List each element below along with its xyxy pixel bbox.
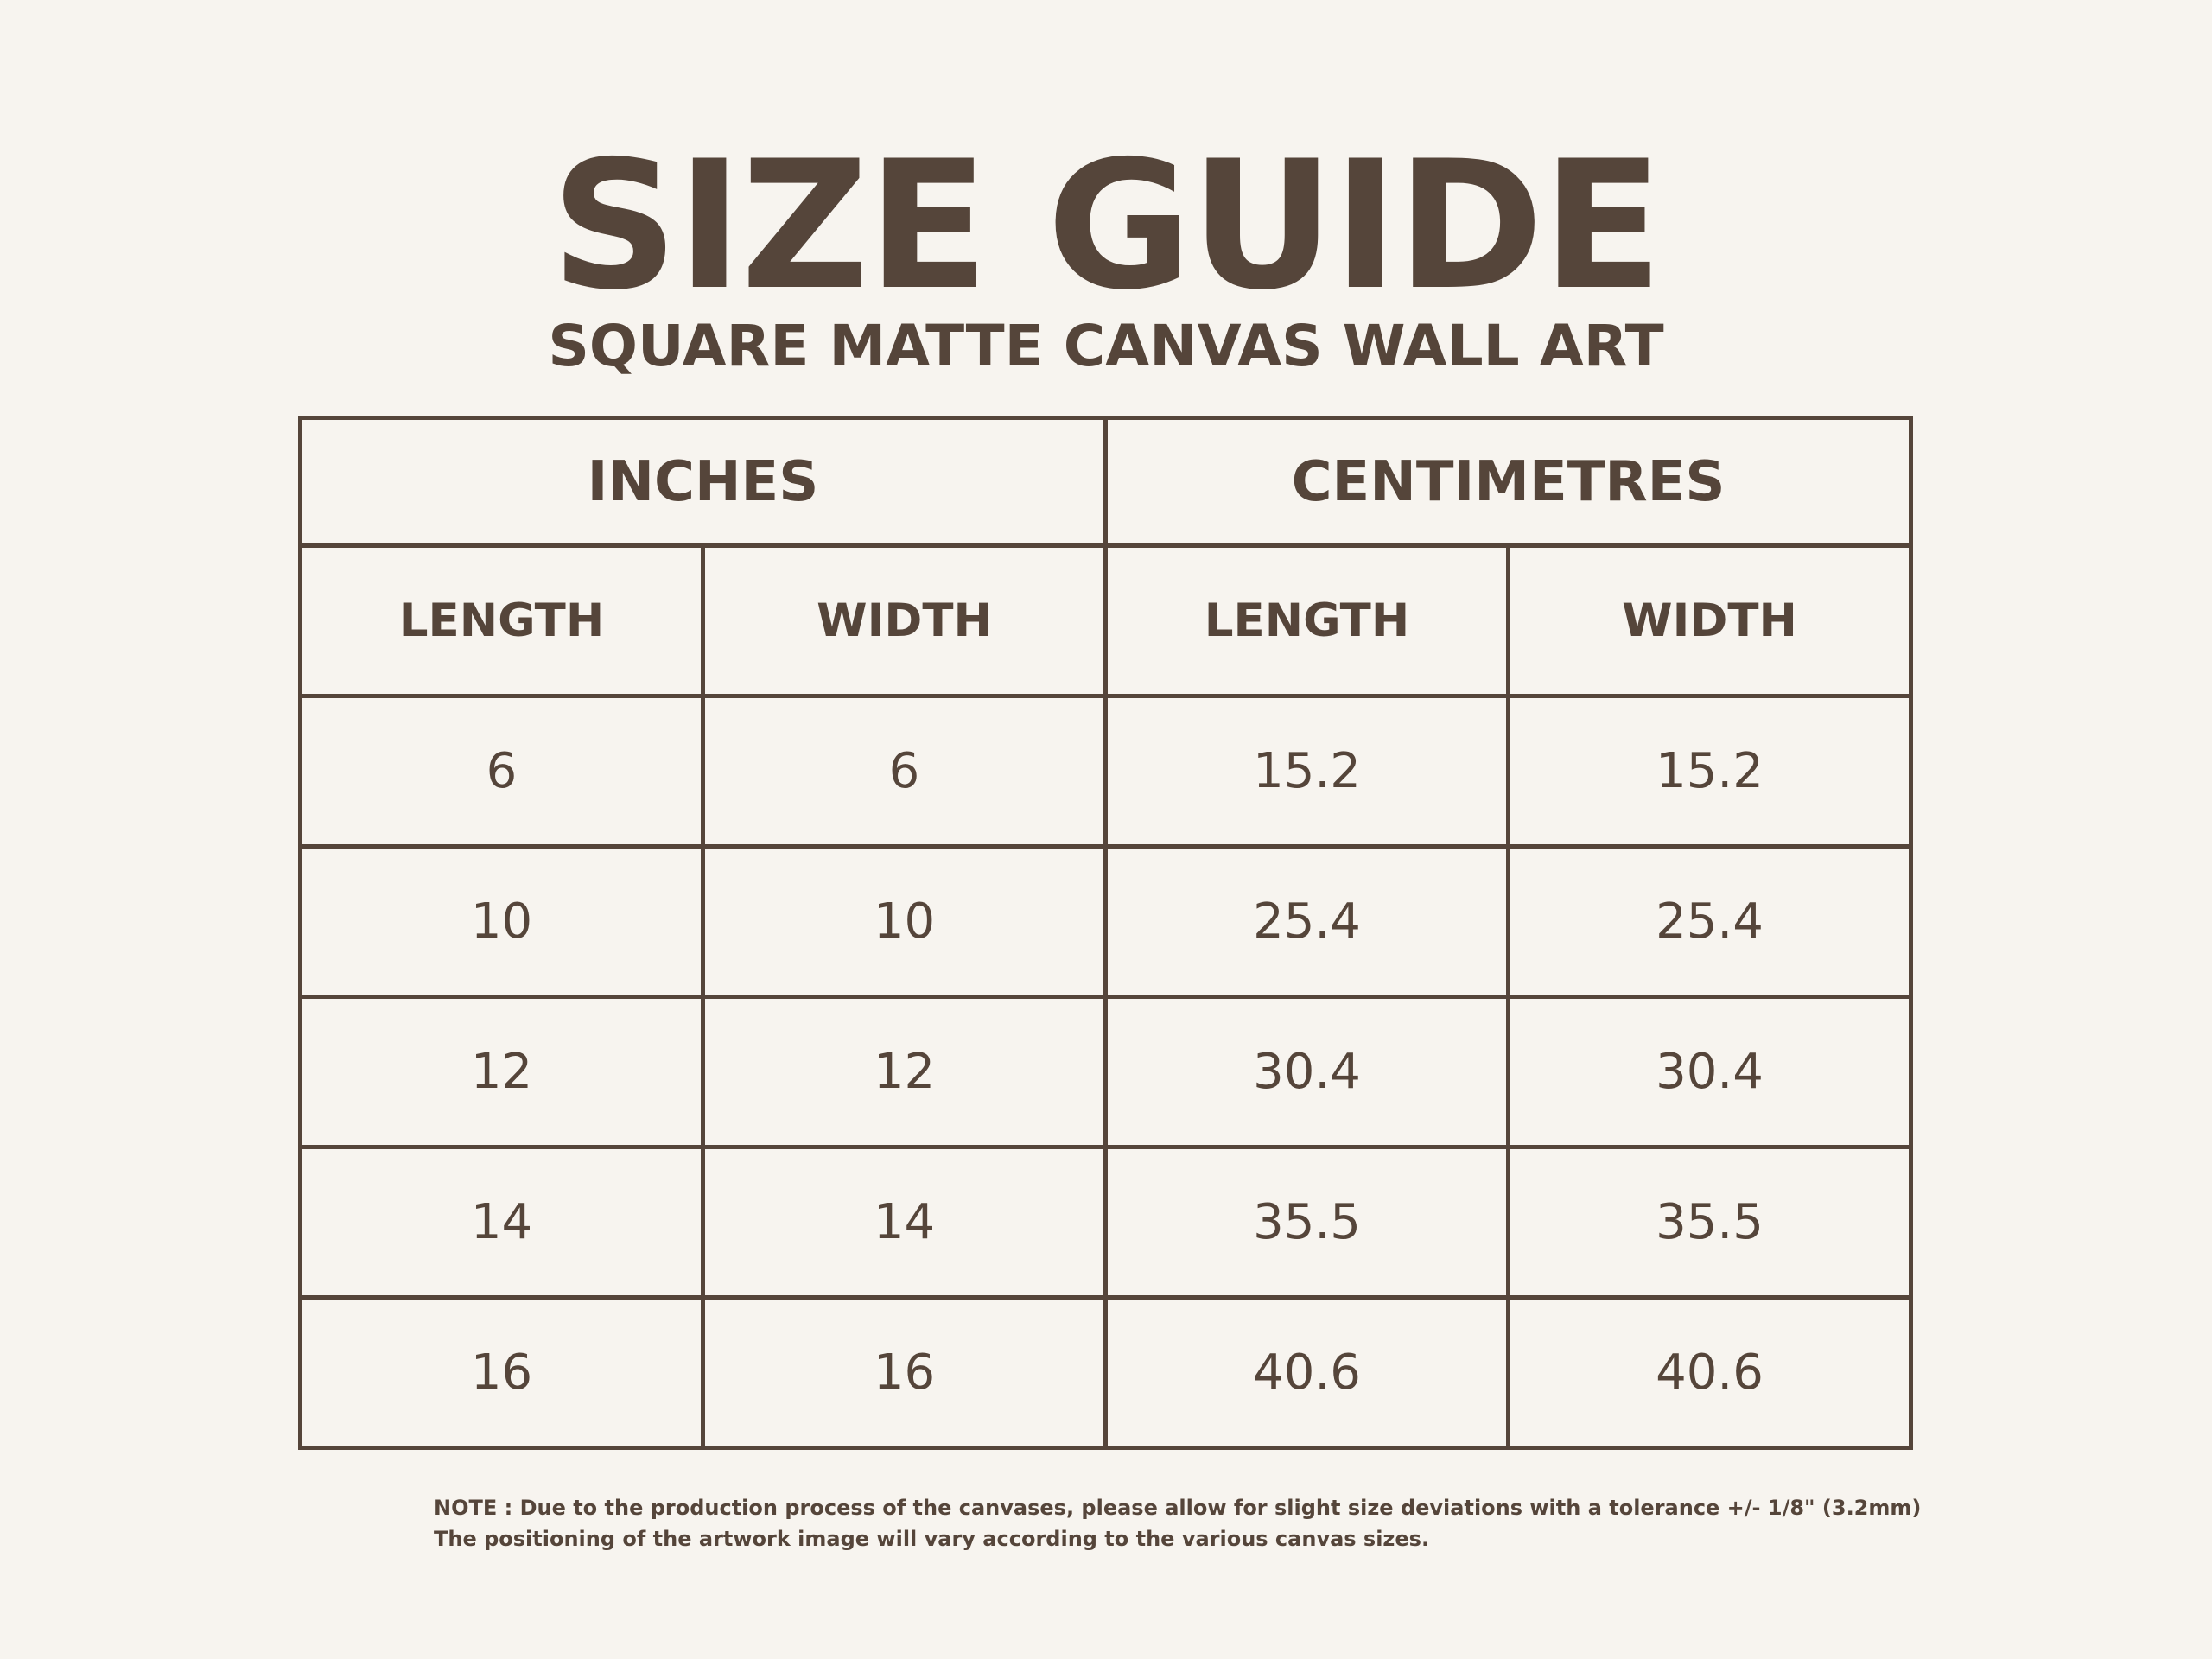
table-cell: 30.4: [1106, 997, 1509, 1147]
table-cell: 14: [301, 1147, 703, 1298]
unit-header-inches: INCHES: [301, 418, 1106, 546]
table-row: [301, 997, 1911, 1147]
table-cell: 10: [301, 847, 703, 997]
table-cell: 40.6: [1509, 1298, 1911, 1448]
size-table: [298, 416, 1913, 1450]
table-cell: 14: [703, 1147, 1106, 1298]
column-header-cm-length: LENGTH: [1106, 546, 1509, 696]
unit-header-centimetres: CENTIMETRES: [1106, 418, 1911, 546]
table-cell: 25.4: [1509, 847, 1911, 997]
table-cell: 12: [301, 997, 703, 1147]
table-cell: 16: [703, 1298, 1106, 1448]
unit-header-row: [301, 418, 1911, 546]
table-cell: 6: [301, 696, 703, 847]
column-header-inches-width: WIDTH: [703, 546, 1106, 696]
column-header-inches-length: LENGTH: [301, 546, 703, 696]
column-header-row: [301, 546, 1911, 696]
table-row: [301, 1147, 1911, 1298]
table-cell: 12: [703, 997, 1106, 1147]
table-cell: 40.6: [1106, 1298, 1509, 1448]
table-cell: 10: [703, 847, 1106, 997]
page-title: SIZE GUIDE: [550, 124, 1662, 329]
table-cell: 15.2: [1509, 696, 1911, 847]
table-cell: 15.2: [1106, 696, 1509, 847]
footnote: [434, 1492, 1921, 1554]
table-cell: 35.5: [1106, 1147, 1509, 1298]
footnote-line-1: NOTE : Due to the production process of the canvases, please allow for slight size deviations with a tolerance +/- 1/8" (3.2mm): [434, 1496, 1922, 1520]
table-cell: 30.4: [1509, 997, 1911, 1147]
table-row: [301, 696, 1911, 847]
table-row: [301, 847, 1911, 997]
table-cell: 25.4: [1106, 847, 1509, 997]
table-cell: 6: [703, 696, 1106, 847]
table-cell: 35.5: [1509, 1147, 1911, 1298]
page-subtitle: SQUARE MATTE CANVAS WALL ART: [548, 313, 1664, 379]
column-header-cm-width: WIDTH: [1509, 546, 1911, 696]
table-row: [301, 1298, 1911, 1448]
footnote-line-2: The positioning of the artwork image will vary according to the various canvas sizes.: [434, 1527, 1430, 1551]
table-cell: 16: [301, 1298, 703, 1448]
